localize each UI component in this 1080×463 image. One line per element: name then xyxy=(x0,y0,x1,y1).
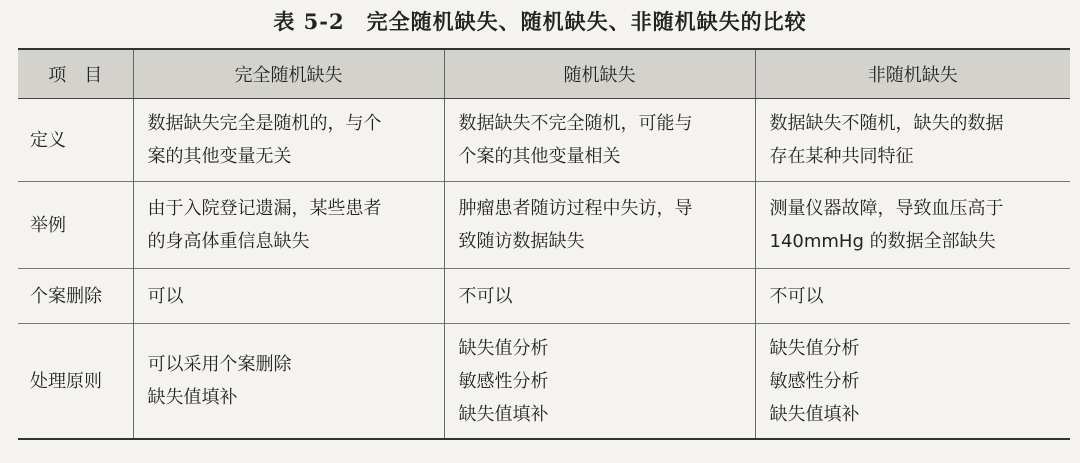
cell-line: 缺失值分析 xyxy=(769,337,860,359)
cell-line: 缺失值填补 xyxy=(458,403,549,425)
table-title: 完全随机缺失、随机缺失、非随机缺失的比较 xyxy=(366,10,807,34)
cell-mcar xyxy=(133,182,444,269)
row-label: 定义 xyxy=(18,99,133,182)
cell-mnar xyxy=(755,99,1070,182)
cell-line: 数据缺失不完全随机，可能与 xyxy=(458,113,693,134)
row-label: 处理原则 xyxy=(18,324,133,439)
comparison-table xyxy=(18,50,1070,438)
header-mnar: 非随机缺失 xyxy=(755,50,1070,99)
cell-line: 由于入院登记遗漏，某些患者 xyxy=(147,198,382,219)
cell-line: 可以 xyxy=(147,285,184,307)
cell-line: 案的其他变量无关 xyxy=(147,146,292,167)
cell-mar xyxy=(444,269,755,324)
cell-line: 140mmHg 的数据全部缺失 xyxy=(769,231,996,252)
header-mar: 随机缺失 xyxy=(444,50,755,99)
cell-line: 敏感性分析 xyxy=(458,370,549,392)
row-handling-principle xyxy=(18,324,1070,439)
table-caption xyxy=(0,6,1080,40)
cell-line: 数据缺失不随机，缺失的数据 xyxy=(769,113,1004,134)
cell-mcar xyxy=(133,269,444,324)
cell-line: 的身高体重信息缺失 xyxy=(147,231,310,252)
cell-mnar xyxy=(755,324,1070,439)
header-mcar: 完全随机缺失 xyxy=(133,50,444,99)
cell-mar xyxy=(444,324,755,439)
cell-line: 致随访数据缺失 xyxy=(458,231,585,252)
row-case-deletion xyxy=(18,269,1070,324)
cell-line: 测量仪器故障，导致血压高于 xyxy=(769,198,1004,219)
comparison-table-container xyxy=(18,48,1070,440)
row-definition xyxy=(18,99,1070,182)
header-item: 项 目 xyxy=(18,50,133,99)
cell-line: 可以采用个案删除 xyxy=(147,354,292,375)
cell-mcar xyxy=(133,324,444,439)
header-row xyxy=(18,50,1070,99)
cell-mnar xyxy=(755,182,1070,269)
row-label: 举例 xyxy=(18,182,133,269)
cell-line: 数据缺失完全是随机的，与个 xyxy=(147,113,382,134)
cell-line: 个案的其他变量相关 xyxy=(458,146,621,167)
cell-line: 肿瘤患者随访过程中失访，导 xyxy=(458,198,693,219)
cell-line: 不可以 xyxy=(769,285,824,307)
cell-mar xyxy=(444,99,755,182)
row-example xyxy=(18,182,1070,269)
cell-mar xyxy=(444,182,755,269)
row-label: 个案删除 xyxy=(18,269,133,324)
cell-mcar xyxy=(133,99,444,182)
table-number: 表 5-2 xyxy=(273,9,345,34)
cell-mnar xyxy=(755,269,1070,324)
cell-line: 缺失值填补 xyxy=(147,387,238,408)
cell-line: 缺失值填补 xyxy=(769,403,860,425)
cell-line: 敏感性分析 xyxy=(769,370,860,392)
cell-line: 不可以 xyxy=(458,285,513,307)
cell-line: 存在某种共同特征 xyxy=(769,146,914,167)
cell-line: 缺失值分析 xyxy=(458,337,549,359)
